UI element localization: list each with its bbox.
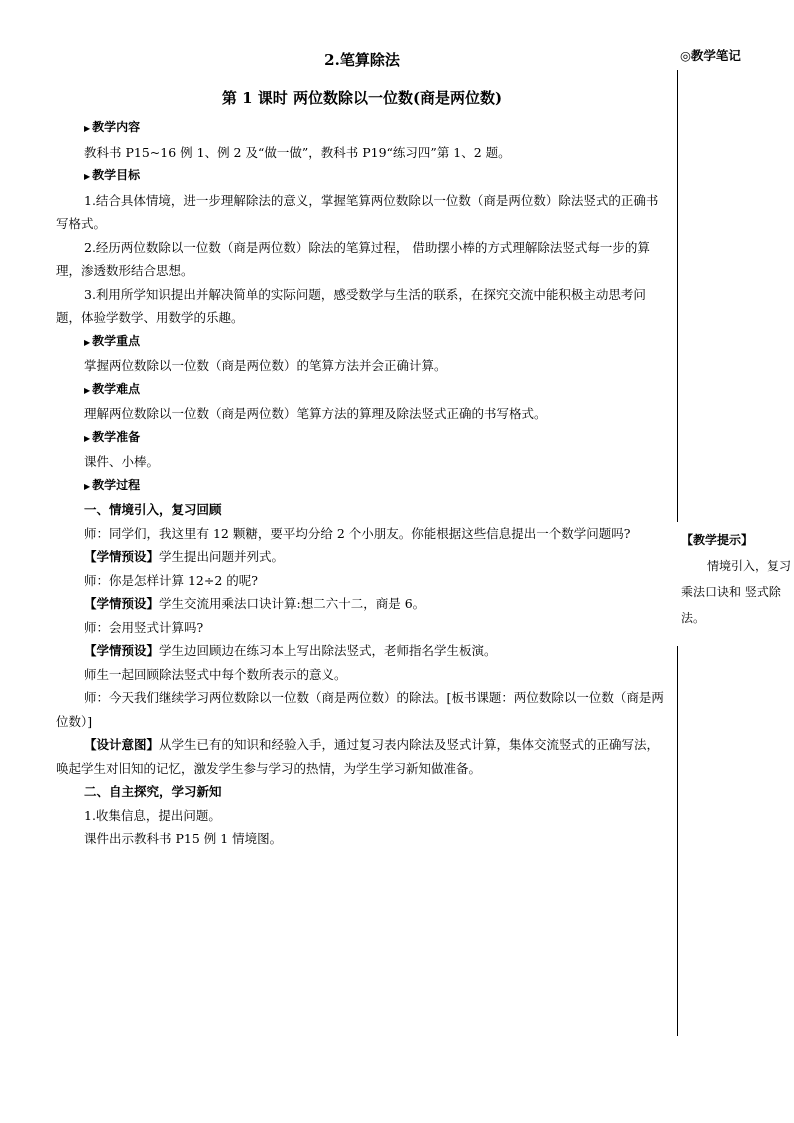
dialog-line: 课件出示教科书 P15 例 1 情境图。 (84, 831, 283, 846)
part-1-heading: 一、情境引入，复习回顾 (84, 502, 222, 517)
design-intent: 【设计意图】从学生已有的知识和经验入手，通过复习表内除法及竖式计算，集体交流竖式的正确写法，唤起学生对旧知的记忆，激发学生参与学习的热情，为学生学习新知做准备。 (56, 737, 660, 776)
goal-2: 2.经历两位数除以一位数（商是两位数）除法的笔算过程， 借助摆小棒的方式理解除法竖式每一步的算理，渗透数形结合思想。 (56, 239, 650, 278)
dialog-line: 【学情预设】学生边回顾边在练习本上写出除法竖式，老师指名学生板演。 (84, 643, 497, 658)
side-divider-top (677, 70, 678, 522)
triangle-bullet-icon: ▶ (84, 336, 91, 347)
triangle-bullet-icon: ▶ (84, 480, 91, 491)
hint-text: 情境引入，复习乘法口诀和 竖式除法。 (681, 559, 792, 625)
section-heading-difficulty: ▶ 教学难点 (84, 381, 141, 396)
section-heading-process: ▶ 教学过程 (84, 477, 141, 492)
dialog-line: 师：会用竖式计算吗? (84, 619, 204, 635)
lesson-title: 第 1 课时 两位数除以一位数(商是两位数) (221, 89, 503, 107)
section-heading-goals: ▶ 教学目标 (84, 168, 141, 182)
triangle-bullet-icon: ▶ (84, 123, 91, 133)
prep-text: 课件、小棒。 (84, 454, 160, 469)
teaching-hint (681, 527, 791, 631)
goal-1: 1.结合具体情境，进一步理解除法的意义，掌握笔算两位数除以一位数（商是两位数）除法竖式的正确书写格式。 (56, 192, 659, 231)
dialog-line: 师：同学们，我这里有 12 颗糖，要平均分给 2 个小朋友。你能根据这些信息提出一个数学问题吗? (84, 525, 631, 541)
teaching-notes-title: ◎教学笔记 (680, 48, 741, 63)
document-body (56, 46, 668, 851)
section-heading-content: ▶ 教学内容 (84, 120, 141, 134)
side-divider-bottom (677, 646, 678, 1036)
chapter-title: 2.笔算除法 (324, 51, 400, 69)
goal-3: 3.利用所学知识提出并解决简单的实际问题，感受数学与生活的联系，在探究交流中能积极主动思考问题，体验学数学、用数学的乐趣。 (56, 286, 646, 325)
part-2-heading: 二、自主探究，学习新知 (84, 784, 222, 799)
triangle-bullet-icon: ▶ (84, 171, 91, 181)
section-heading-key: ▶ 教学重点 (84, 333, 141, 348)
dialog-line: 师生一起回顾除法竖式中每个数所表示的意义。 (84, 666, 347, 682)
hint-title: 【教学提示】 (681, 533, 754, 547)
content-text: 教科书 P15~16 例 1、例 2 及“做一做”，教科书 P19“练习四”第 1、2 题。 (84, 144, 511, 160)
triangle-bullet-icon: ▶ (84, 384, 91, 395)
dialog-line: 【学情预设】学生提出问题并列式。 (84, 549, 285, 564)
key-text: 掌握两位数除以一位数（商是两位数）的笔算方法并会正确计算。 (84, 358, 447, 373)
dialog-line: 师：你是怎样计算 12÷2 的呢? (84, 572, 258, 588)
difficulty-text: 理解两位数除以一位数（商是两位数）笔算方法的算理及除法竖式正确的书写格式。 (84, 406, 547, 421)
dialog-line: 【学情预设】学生交流用乘法口诀计算:想二六十二，商是 6。 (84, 596, 426, 611)
triangle-bullet-icon: ▶ (84, 432, 91, 443)
dialog-line: 1.收集信息，提出问题。 (84, 807, 221, 823)
dialog-line: 师：今天我们继续学习两位数除以一位数（商是两位数）的除法。[板书课题：两位数除以一位数（商是两位数）] (56, 690, 664, 729)
section-heading-prep: ▶ 教学准备 (84, 429, 141, 444)
